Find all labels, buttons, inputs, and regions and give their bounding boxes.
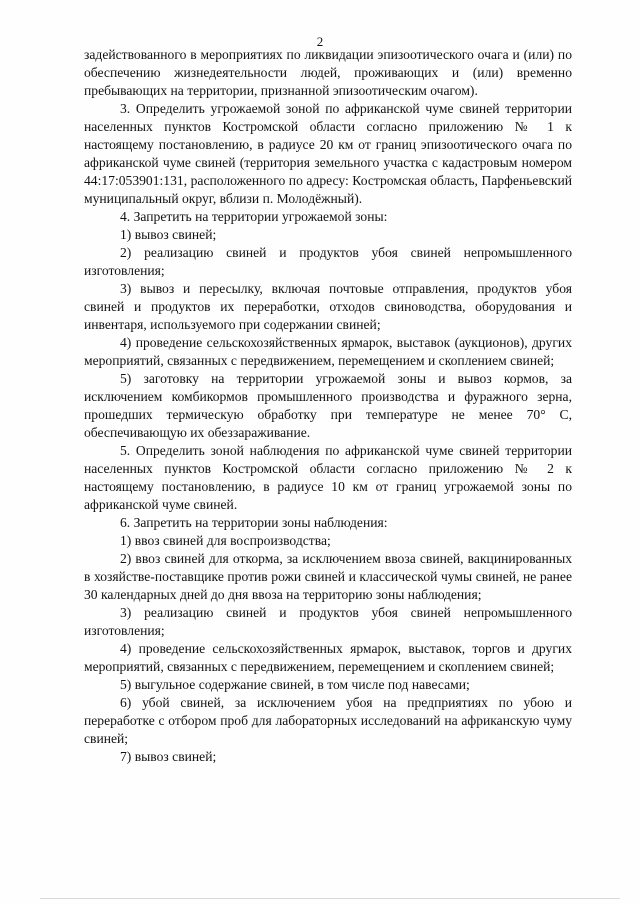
subitem-4-4: 4) проведение сельскохозяйственных ярмарок, выставок (аукционов), других мероприятий, связанных с передвижением, перемещением и скоплением свиней; [84, 335, 572, 368]
document-body [84, 46, 572, 766]
scan-edge-line [40, 898, 620, 899]
page-number: 2 [316, 34, 324, 49]
subitem-6-6: 6) убой свиней, за исключением убоя на предприятиях по убою и переработке с отбором проб для лабораторных исследований на африканскую чуму свиней; [84, 695, 572, 746]
subitem-6-4: 4) проведение сельскохозяйственных ярмарок, выставок, торгов и других мероприятий, связанных с передвижением, перемещением и скоплением свиней; [84, 641, 572, 674]
subitem-6-7: 7) вывоз свиней; [120, 749, 217, 764]
subitem-6-5: 5) выгульное содержание свиней, в том числе под навесами; [120, 677, 470, 692]
subitem-4-1: 1) вывоз свиней; [120, 227, 217, 242]
subitem-4-3: 3) вывоз и пересылку, включая почтовые отправления, продуктов убоя свиней и продуктов их переработки, отходов свиноводства, оборудования и инвентаря, используемого при содержании свиней; [84, 281, 572, 332]
subitem-6-3: 3) реализацию свиней и продуктов убоя свиней непромышленного изготовления; [84, 605, 572, 638]
subitem-6-2: 2) ввоз свиней для откорма, за исключением ввоза свиней, вакцинированных в хозяйстве-поставщике против рожи свиней и классической чумы свиней, не ранее 30 календарных дней до дня ввоза на территорию зоны наблюдения; [84, 551, 572, 602]
paragraph-continuation: задействованного в мероприятиях по ликвидации эпизоотического очага и (или) по обеспечению жизнедеятельности людей, проживающих и (или) временно пребывающих на территории, признанной эпизоотическим очагом). [84, 47, 572, 98]
paragraph-item-3: 3. Определить угрожаемой зоной по африканской чуме свиней территории населенных пунктов Костромской области согласно приложению № 1 к настоящему постановлению, в радиусе 20 км от границ эпизоотического очага по африканской чуме свиней (территория земельного участка с кадастровым номером 44:17:053901:131, расположенного по адресу: Костромская область, Парфеньевский муниципальный округ, вблизи п. Молодёжный). [84, 101, 572, 206]
subitem-6-1: 1) ввоз свиней для воспроизводства; [120, 533, 331, 548]
paragraph-item-6: 6. Запретить на территории зоны наблюдения: [120, 515, 388, 530]
subitem-4-2: 2) реализацию свиней и продуктов убоя свиней непромышленного изготовления; [84, 245, 572, 278]
subitem-4-5: 5) заготовку на территории угрожаемой зоны и вывоз кормов, за исключением комбикормов промышленного производства и фуражного зерна, прошедших термическую обработку при температуре не менее 70° С, обеспечивающую их обеззараживание. [84, 371, 572, 440]
paragraph-item-4: 4. Запретить на территории угрожаемой зоны: [120, 209, 388, 224]
paragraph-item-5: 5. Определить зоной наблюдения по африканской чуме свиней территории населенных пунктов Костромской области согласно приложению № 2 к настоящему постановлению, в радиусе 10 км от границ угрожаемой зоны по африканской чуме свиней. [84, 443, 572, 512]
